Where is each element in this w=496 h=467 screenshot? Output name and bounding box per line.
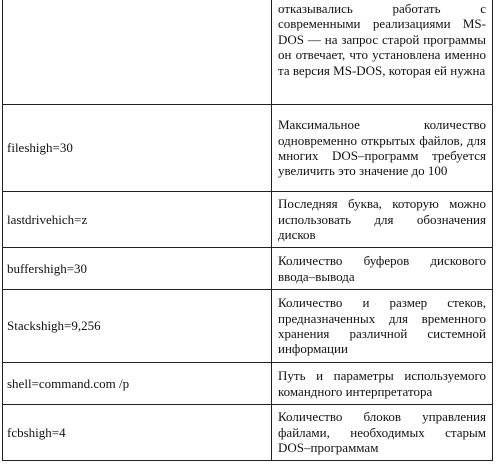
config-key: Stackshigh=9,256 <box>3 290 272 363</box>
config-description: Количество буферов дискового ввода–вывода <box>272 248 493 290</box>
config-key: fileshigh=30 <box>3 105 272 192</box>
table-row <box>3 248 493 290</box>
config-key <box>3 0 272 105</box>
table-row <box>3 0 493 105</box>
config-description: Максимальное количество одновременно открытых файлов, для многих DOS–программ требуется увеличить это значение до 100 <box>272 105 493 192</box>
table-row <box>3 192 493 248</box>
table-row <box>3 405 493 461</box>
table-row <box>3 363 493 405</box>
config-description: Последняя буква, которую можно использовать для обозначения дисков <box>272 192 493 248</box>
config-key: lastdrivehich=z <box>3 192 272 248</box>
table-row <box>3 290 493 363</box>
config-key: fcbshigh=4 <box>3 405 272 461</box>
config-table <box>2 0 493 461</box>
config-key: buffershigh=30 <box>3 248 272 290</box>
config-description: Количество и размер стеков, предназначенных для временного хранения различной системной информации <box>272 290 493 363</box>
table-row <box>3 105 493 192</box>
config-description: Путь и параметры используемого командного интерпретатора <box>272 363 493 405</box>
config-description: Количество блоков управления файлами, необходимых старым DOS–программам <box>272 405 493 461</box>
config-key: shell=command.com /p <box>3 363 272 405</box>
config-description: отказывались работать с современными реализациями MS-DOS — на запрос старой программы он отвечает, что установлена именно та версия MS-DOS, которая ей нужна <box>272 0 493 105</box>
